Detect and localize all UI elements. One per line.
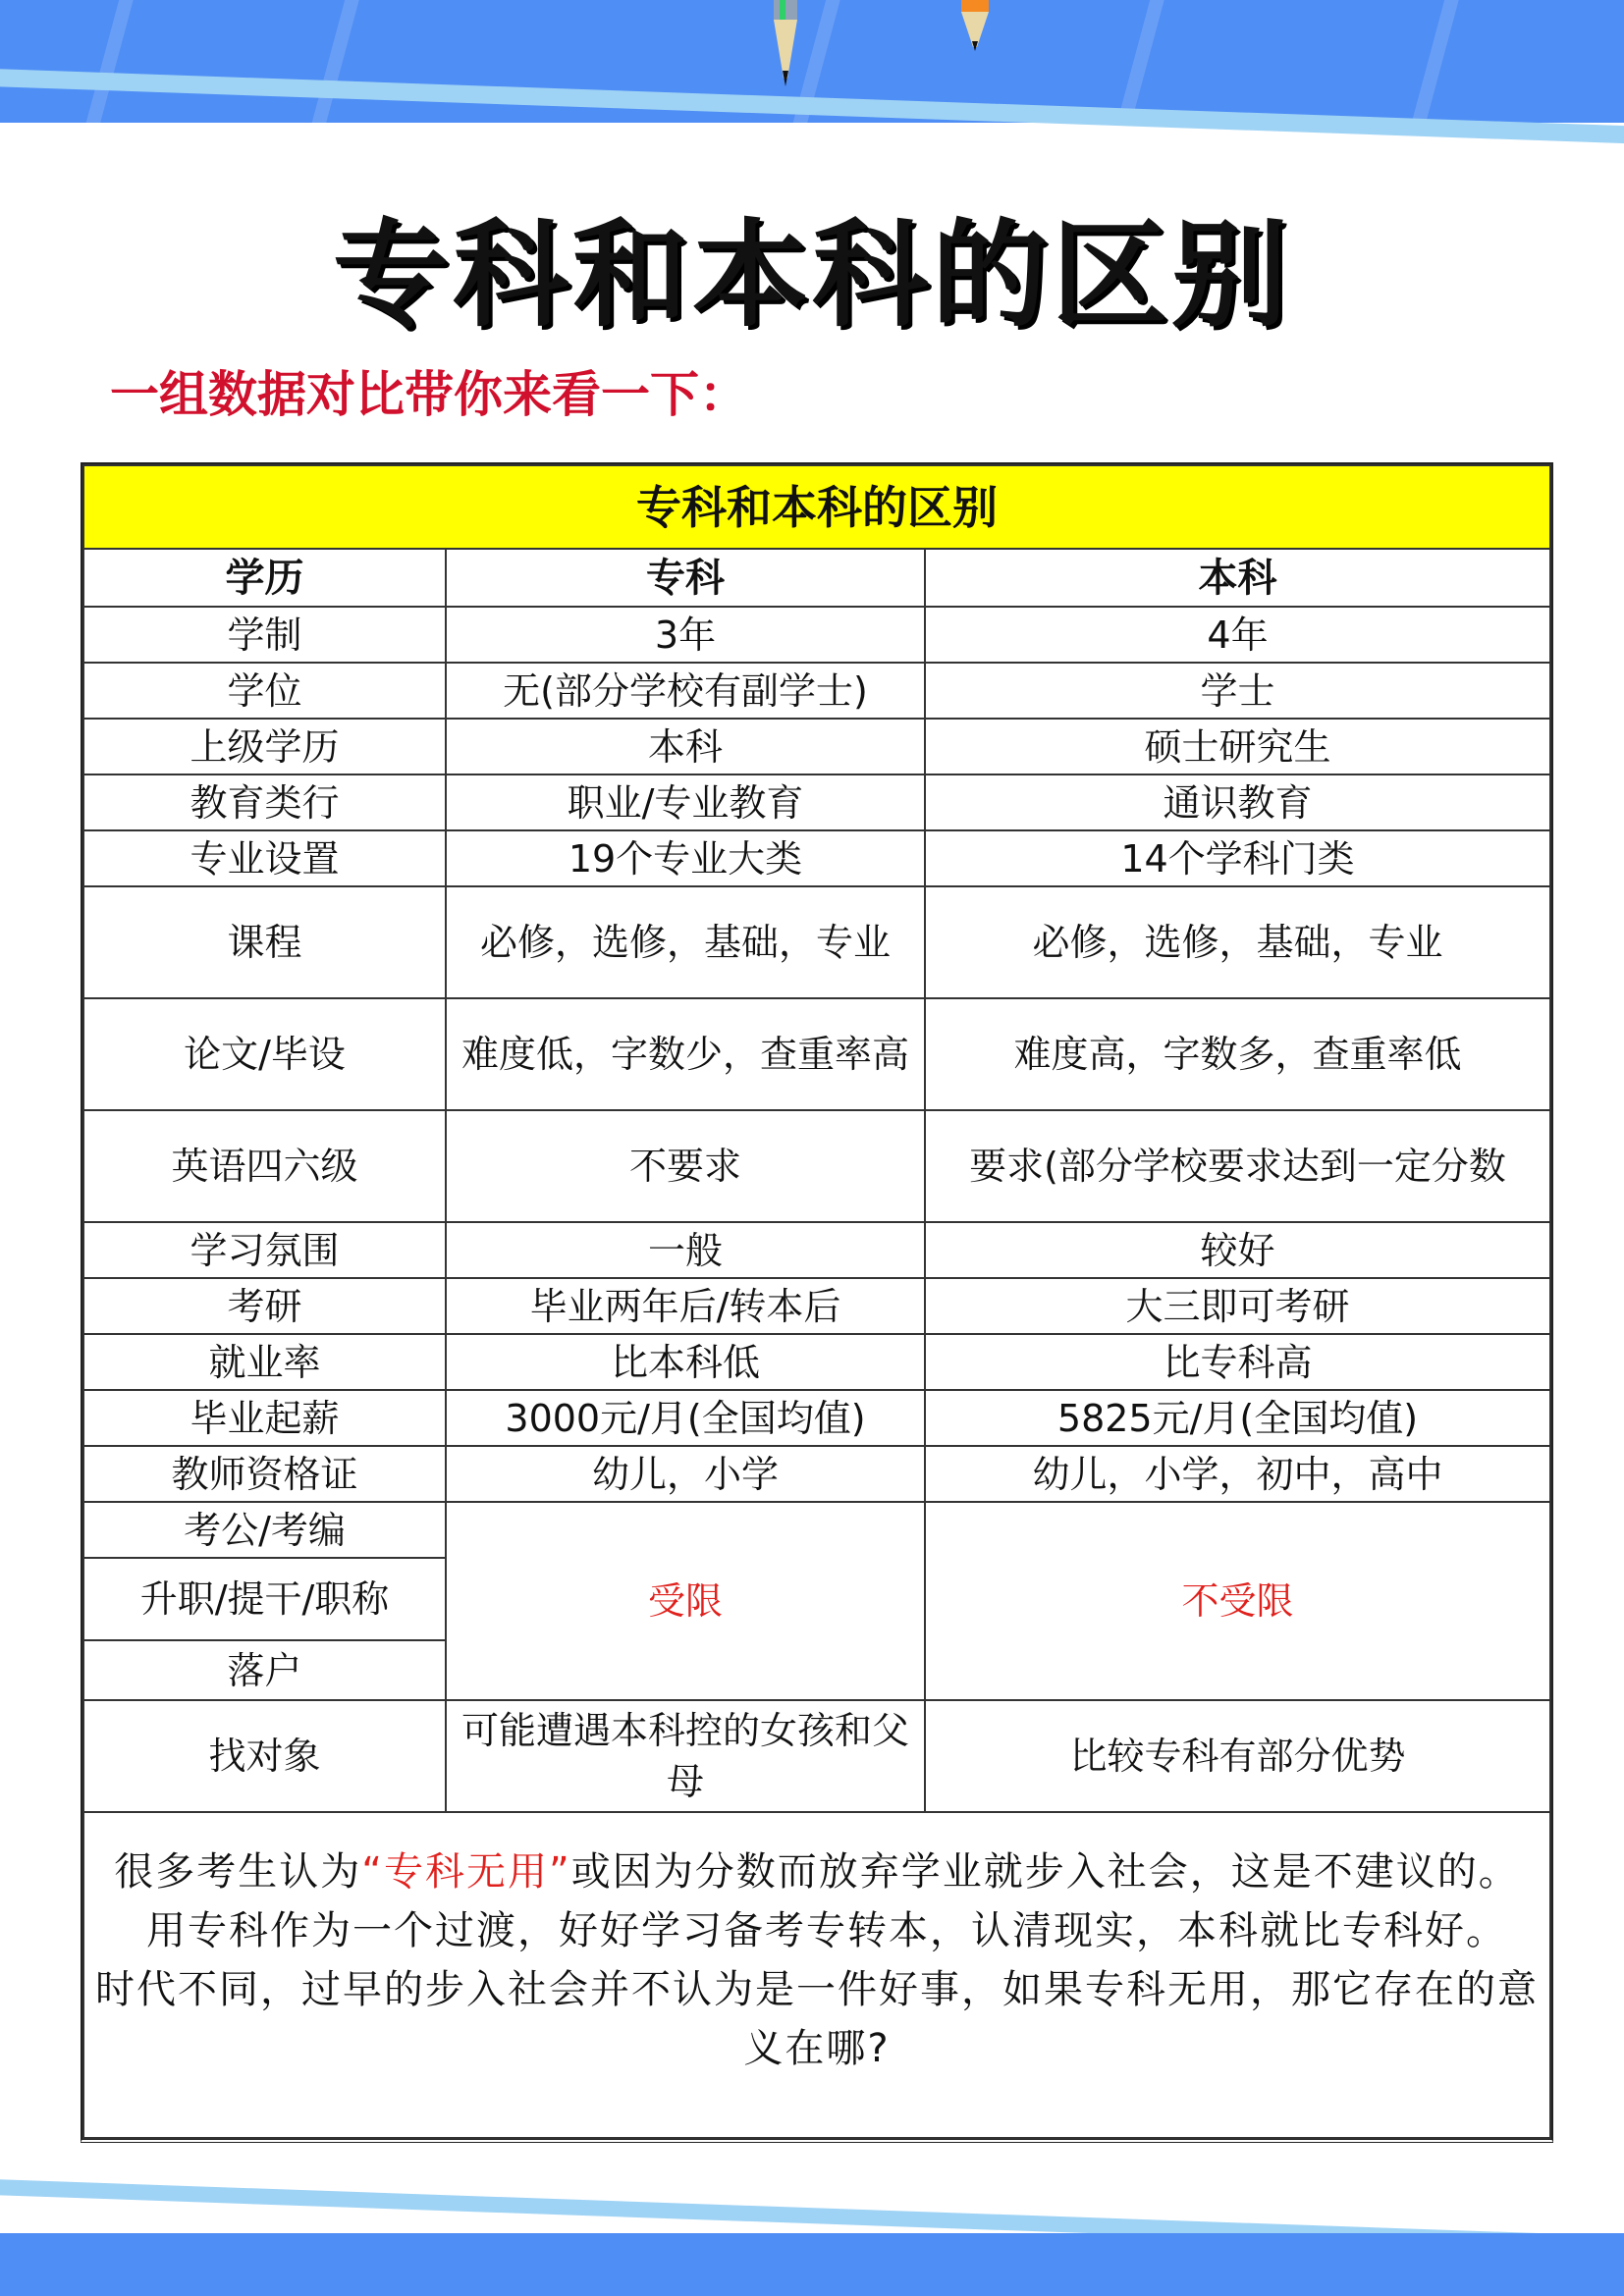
benke-cell: 要求(部分学校要求达到一定分数 [925, 1110, 1550, 1222]
benke-cell: 大三即可考研 [925, 1278, 1550, 1334]
zhuanke-cell: 受限 [446, 1502, 925, 1700]
table-row [83, 774, 1550, 830]
row-label: 落户 [83, 1640, 446, 1700]
table-row [83, 663, 1550, 719]
table-row [83, 1278, 1550, 1334]
table-row [83, 1110, 1550, 1222]
row-label: 考公/考编 [83, 1502, 446, 1558]
table-row [83, 1390, 1550, 1446]
note-text: 很多考生认为 [114, 1849, 362, 1895]
row-label: 专业设置 [83, 830, 446, 886]
benke-cell: 4年 [925, 607, 1550, 663]
zhuanke-cell: 毕业两年后/转本后 [446, 1278, 925, 1334]
zhuanke-cell: 可能遭遇本科控的女孩和父母 [446, 1700, 925, 1812]
benke-cell: 不受限 [925, 1502, 1550, 1700]
row-label: 毕业起薪 [83, 1390, 446, 1446]
pencil-icon [766, 0, 805, 88]
row-label: 就业率 [83, 1334, 446, 1390]
zhuanke-cell: 19个专业大类 [446, 830, 925, 886]
benke-cell: 比专科高 [925, 1334, 1550, 1390]
table-row [83, 998, 1550, 1110]
page-title: 专科和本科的区别 [332, 207, 1291, 343]
benke-cell: 难度高，字数多，查重率低 [925, 998, 1550, 1110]
row-label: 找对象 [83, 1700, 446, 1812]
table-row [83, 1700, 1550, 1812]
column-header: 专科 [446, 549, 925, 607]
zhuanke-cell: 3年 [446, 607, 925, 663]
zhuanke-cell: 职业/专业教育 [446, 774, 925, 830]
row-label: 考研 [83, 1278, 446, 1334]
table-row [83, 1334, 1550, 1390]
zhuanke-cell: 3000元/月(全国均值) [446, 1390, 925, 1446]
benke-cell: 比较专科有部分优势 [925, 1700, 1550, 1812]
zhuanke-cell: 无(部分学校有副学士) [446, 663, 925, 719]
zhuanke-cell: 一般 [446, 1222, 925, 1278]
zhuanke-cell: 本科 [446, 719, 925, 774]
zhuanke-cell: 比本科低 [446, 1334, 925, 1390]
table-row [83, 719, 1550, 774]
table-row [83, 607, 1550, 663]
zhuanke-cell: 幼儿，小学 [446, 1446, 925, 1502]
benke-cell: 幼儿，小学，初中，高中 [925, 1446, 1550, 1502]
pencil-icon [957, 0, 993, 54]
table-caption: 专科和本科的区别 [83, 465, 1550, 549]
benke-cell: 学士 [925, 663, 1550, 719]
row-label: 英语四六级 [83, 1110, 446, 1222]
comparison-table [81, 462, 1570, 2143]
table-row [83, 830, 1550, 886]
table-row [83, 886, 1550, 998]
bottom-banner [0, 2233, 1624, 2296]
subtitle: 一组数据对比带你来看一下： [110, 366, 748, 423]
table-row [83, 1502, 1550, 1558]
note-highlight: “专科无用” [361, 1849, 571, 1895]
benke-cell: 较好 [925, 1222, 1550, 1278]
row-label: 上级学历 [83, 719, 446, 774]
row-label: 教育类行 [83, 774, 446, 830]
row-label: 升职/提干/职称 [83, 1558, 446, 1640]
benke-cell: 通识教育 [925, 774, 1550, 830]
row-label: 学位 [83, 663, 446, 719]
zhuanke-cell: 难度低，字数少，查重率高 [446, 998, 925, 1110]
table-row [83, 1222, 1550, 1278]
zhuanke-cell: 必修，选修，基础，专业 [446, 886, 925, 998]
benke-cell: 5825元/月(全国均值) [925, 1390, 1550, 1446]
note-text: 或因为分数而放弃学业就步入社会，这是不建议的。用专科作为一个过渡，好好学习备考专转本，认清现实，本科就比专科好。 时代不同，过早的步入社会并不认为是一件好事，如果专科无用，那它存在的意义在哪? [95, 1849, 1570, 2071]
zhuanke-cell: 不要求 [446, 1110, 925, 1222]
row-label: 教师资格证 [83, 1446, 446, 1502]
column-header: 学历 [83, 549, 446, 607]
benke-cell: 必修，选修，基础，专业 [925, 886, 1550, 998]
benke-cell: 硕士研究生 [925, 719, 1550, 774]
benke-cell: 14个学科门类 [925, 830, 1550, 886]
row-label: 学习氛围 [83, 1222, 446, 1278]
row-label: 论文/毕设 [83, 998, 446, 1110]
table-header-row [83, 549, 1550, 607]
table-row [83, 1446, 1550, 1502]
column-header: 本科 [925, 549, 1550, 607]
row-label: 课程 [83, 886, 446, 998]
row-label: 学制 [83, 607, 446, 663]
summary-note [83, 1812, 1570, 2138]
